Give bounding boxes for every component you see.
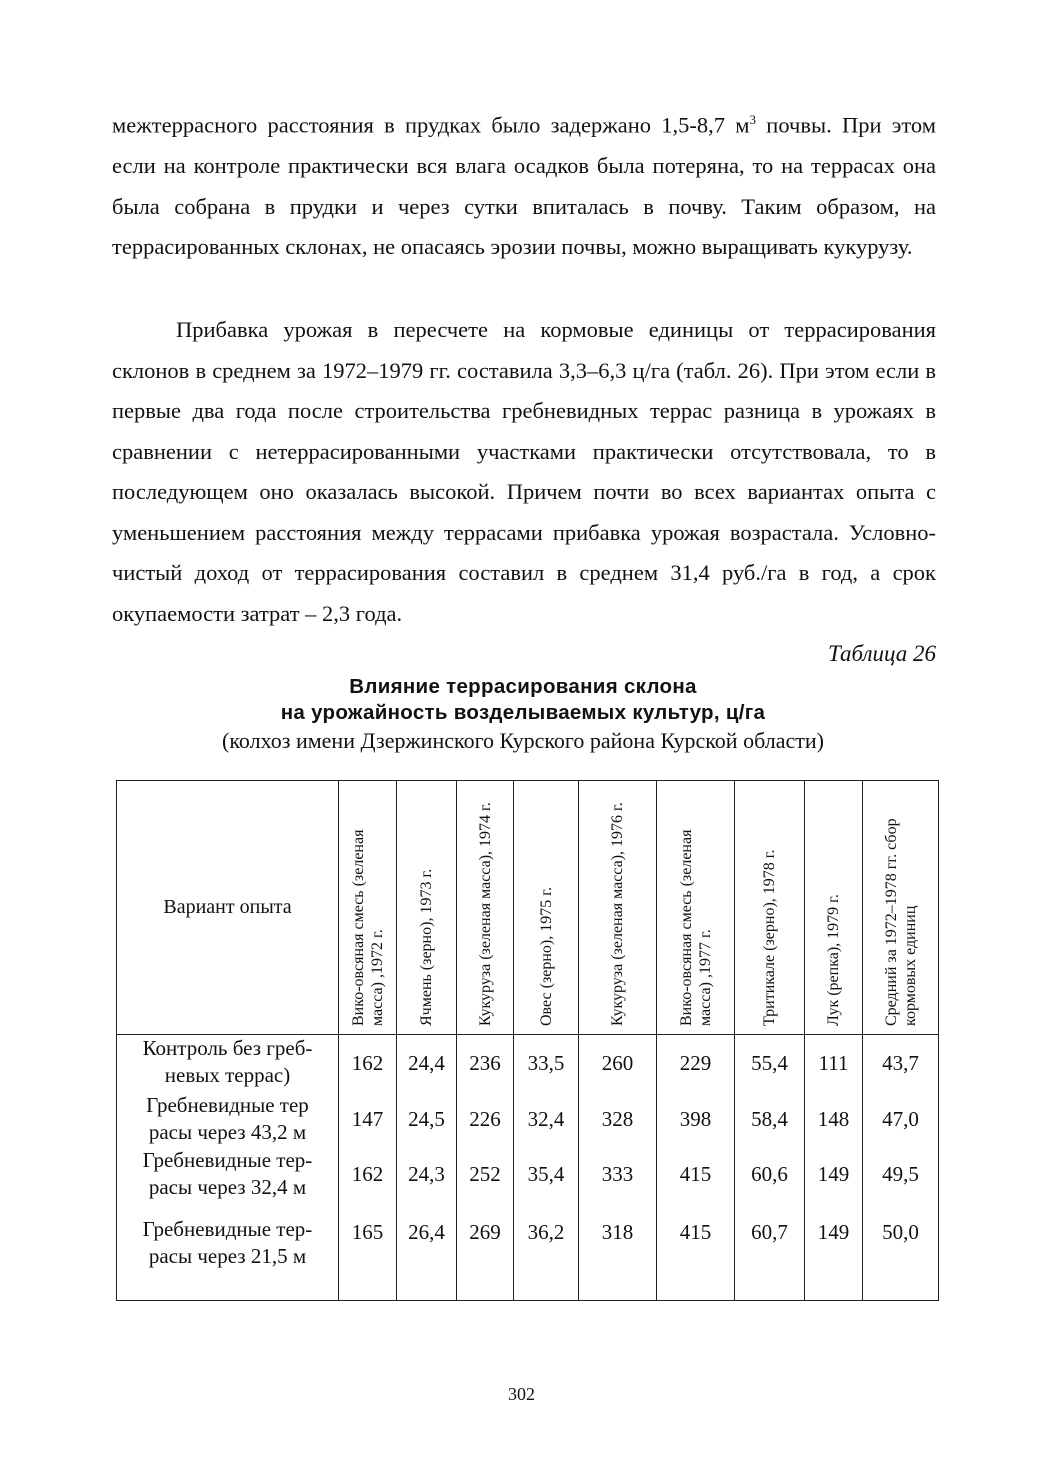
header-col-8-text: Лук (репка), 1979 г. — [825, 893, 842, 1026]
table-cell: 49,5 — [863, 1147, 939, 1202]
table-cell: 415 — [657, 1202, 735, 1301]
table-cell: 33,5 — [514, 1035, 579, 1093]
header-col-6 — [657, 781, 735, 1035]
table-cell: 60,6 — [735, 1147, 805, 1202]
paragraph-1-text-b: почвы. При этом если на контроле практически вся влага осадков была потеряна, то на террасах она была собрана в прудки и через сутки впиталась в почву. Таким образом, на террасированных склонах, не опасаясь эрозии почвы, можно выращивать кукурузу. — [112, 112, 936, 259]
row-name-line-1: Гребневидные тер- — [142, 1148, 313, 1172]
table-cell: 24,5 — [397, 1092, 457, 1147]
row-name-line-2: расы через 32,4 м — [148, 1175, 307, 1199]
table-cell: 252 — [457, 1147, 514, 1202]
yield-table — [116, 780, 939, 1301]
table-cell: 55,4 — [735, 1035, 805, 1093]
header-col-2-text: Ячмень (зерно), 1973 г. — [418, 868, 435, 1026]
row-name-line-1: Контроль без греб- — [142, 1036, 313, 1060]
table-cell: 36,2 — [514, 1202, 579, 1301]
table-cell: 47,0 — [863, 1092, 939, 1147]
header-col-3 — [457, 781, 514, 1035]
table-cell: 226 — [457, 1092, 514, 1147]
table-cell: 43,7 — [863, 1035, 939, 1093]
row-name-line-1: Гребневидные тер- — [142, 1217, 313, 1241]
table-cell: 50,0 — [863, 1202, 939, 1301]
table-cell: 24,4 — [397, 1035, 457, 1093]
header-col-1-text: Вико-овсяная смесь (зеленая масса) ,1972 г. — [349, 829, 386, 1026]
row-name-line-2: расы через 43,2 м — [148, 1120, 307, 1144]
table-cell: 328 — [579, 1092, 657, 1147]
header-col-5-text: Кукуруза (зеленая масса), 1976 г. — [609, 801, 626, 1026]
table-cell: 24,3 — [397, 1147, 457, 1202]
header-col-1 — [339, 781, 397, 1035]
row-name-line-2: расы через 21,5 м — [148, 1244, 307, 1268]
page-number: 302 — [508, 1384, 535, 1404]
row-name — [117, 1035, 339, 1093]
header-variant: Вариант опыта — [117, 781, 339, 1035]
row-name-line-2: невых террас) — [164, 1063, 291, 1087]
table-row — [117, 1202, 939, 1301]
row-name — [117, 1147, 339, 1202]
table-cell: 333 — [579, 1147, 657, 1202]
table-cell: 147 — [339, 1092, 397, 1147]
header-col-3-text: Кукуруза (зеленая масса), 1974 г. — [476, 801, 494, 1026]
paragraph-1 — [112, 100, 936, 268]
table-cell: 260 — [579, 1035, 657, 1093]
table-cell: 165 — [339, 1202, 397, 1301]
table-cell: 26,4 — [397, 1202, 457, 1301]
row-name — [117, 1202, 339, 1301]
table-caption-line-2: на урожайность возделываемых культур, ц/га — [280, 701, 766, 724]
header-col-9-text: Средний за 1972–1978 гг. сбор кормовых единиц — [882, 817, 919, 1026]
table-header-row — [117, 781, 939, 1035]
header-col-5 — [579, 781, 657, 1035]
paragraph-1-text-a: межтеррасного расстояния в прудках было задержано 1,5-8,7 м — [112, 112, 750, 138]
table-cell: 111 — [805, 1035, 863, 1093]
paragraph-2: Прибавка урожая в пересчете на кормовые единицы от террасирования склонов в среднем за 1972–1979 гг. составила 3,3–6,3 ц/га (табл. 26). При этом если в первые два года после строительства гребневидных террас разница в урожаях в сравнении с нетеррасированными участками практически отсутствовала, то в последующем оно оказалась высокой. Причем почти во всех вариантах опыта с уменьшением расстояния между террасами прибавка урожая возрастала. Условно-чистый доход от террасирования составил в среднем 31,4 руб./га в год, а срок окупаемости затрат – 2,3 года. — [112, 317, 936, 626]
table-cell: 32,4 — [514, 1092, 579, 1147]
table-caption-line-3: (колхоз имени Дзержинского Курского района Курской области) — [222, 728, 824, 753]
table-row — [117, 1092, 939, 1147]
header-col-4 — [514, 781, 579, 1035]
header-col-2 — [397, 781, 457, 1035]
table-cell: 229 — [657, 1035, 735, 1093]
table-row — [117, 1035, 939, 1093]
header-col-8 — [805, 781, 863, 1035]
table-cell: 35,4 — [514, 1147, 579, 1202]
header-col-7-text: Тритикале (зерно), 1978 г. — [761, 848, 778, 1026]
table-cell: 236 — [457, 1035, 514, 1093]
table-cell: 162 — [339, 1035, 397, 1093]
table-label: Таблица 26 — [827, 641, 936, 666]
header-col-4-text: Овес (зерно), 1975 г. — [537, 886, 555, 1026]
superscript-3: 3 — [749, 112, 757, 127]
table-cell: 58,4 — [735, 1092, 805, 1147]
table-cell: 149 — [805, 1147, 863, 1202]
table-cell: 162 — [339, 1147, 397, 1202]
table-cell: 148 — [805, 1092, 863, 1147]
table-cell: 60,7 — [735, 1202, 805, 1301]
header-col-9 — [863, 781, 939, 1035]
table-cell: 269 — [457, 1202, 514, 1301]
row-name-line-1: Гребневидные тер — [146, 1093, 309, 1117]
table-cell: 415 — [657, 1147, 735, 1202]
header-col-7 — [735, 781, 805, 1035]
table-cell: 318 — [579, 1202, 657, 1301]
table-caption-line-1: Влияние террасирования склона — [349, 675, 697, 698]
table-cell: 398 — [657, 1092, 735, 1147]
table-cell: 149 — [805, 1202, 863, 1301]
row-name — [117, 1092, 339, 1147]
header-col-6-text: Вико-овсяная смесь (зеленая масса) ,1977 г. — [677, 829, 714, 1026]
table-row — [117, 1147, 939, 1202]
